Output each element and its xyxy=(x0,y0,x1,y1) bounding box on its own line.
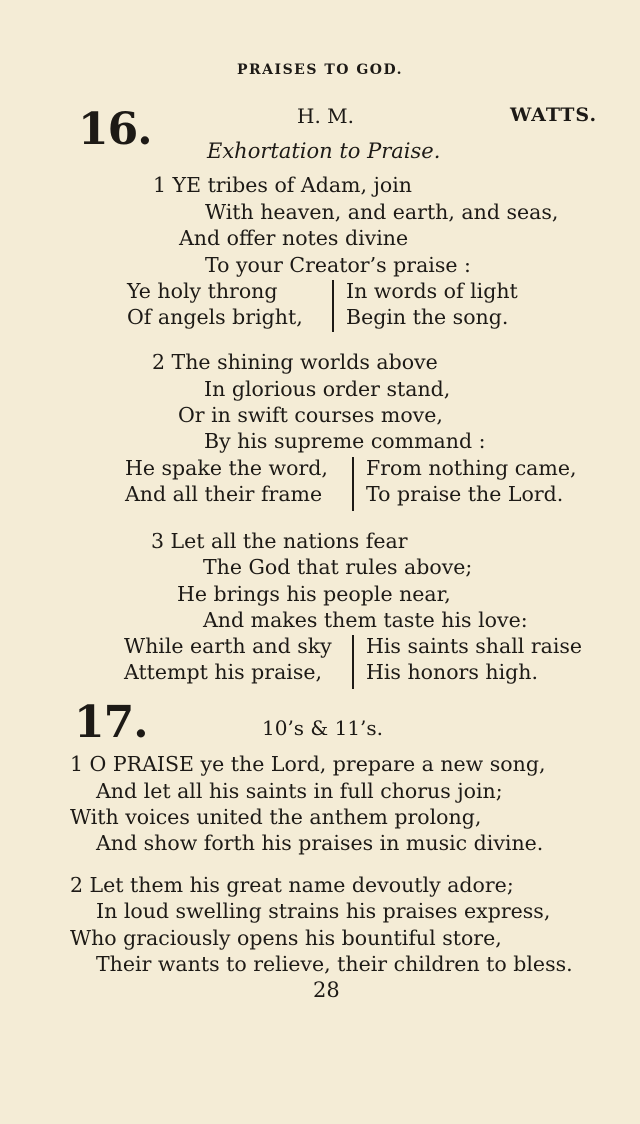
hymn-16-stanza-2-line-1: 2 The shining worlds above xyxy=(152,350,438,374)
hymn-16-stanza-3-line-1: 3 Let all the nations fear xyxy=(151,529,408,553)
hymn-16-stanza-2-line-2: In glorious order stand, xyxy=(204,377,451,401)
hymn-17-stanza-2-line-2: In loud swelling strains his praises express, xyxy=(96,899,551,923)
hymn-17-stanza-1-line-4: And show forth his praises in music divine. xyxy=(96,831,544,855)
hymn-16-title: Exhortation to Praise. xyxy=(207,139,441,163)
page-number: 28 xyxy=(313,978,340,1002)
hymn-16-stanza-3-left-2: Attempt his praise, xyxy=(124,660,323,684)
hymn-16-stanza-3-right-1: His saints shall raise xyxy=(366,634,583,658)
hymn-16-stanza-1-right-2: Begin the song. xyxy=(346,305,509,329)
hymn-16-stanza-1-left-2: Of angels bright, xyxy=(127,305,303,329)
hymn-16-stanza-2-right-1: From nothing came, xyxy=(366,456,577,480)
hymn-16-stanza-2-line-3: Or in swift courses move, xyxy=(178,403,443,427)
stanza-divider-bar xyxy=(352,635,354,689)
hymn-17-stanza-2-line-3: Who graciously opens his bountiful store, xyxy=(70,926,502,950)
running-header: PRAISES TO GOD. xyxy=(237,62,403,78)
hymn-17-meter: 10’s & 11’s. xyxy=(262,716,384,740)
hymn-16-number: 16. xyxy=(78,104,152,155)
hymn-16-stanza-1-line-2: With heaven, and earth, and seas, xyxy=(205,200,559,224)
hymn-16-stanza-3-line-4: And makes them taste his love: xyxy=(203,608,528,632)
hymn-16-stanza-3-left-1: While earth and sky xyxy=(124,634,332,658)
hymn-16-stanza-1-line-4: To your Creator’s praise : xyxy=(205,253,471,277)
hymn-16-stanza-3-line-3: He brings his people near, xyxy=(177,582,451,606)
hymn-16-stanza-1-line-1: 1 YE tribes of Adam, join xyxy=(153,173,412,197)
hymn-16-stanza-2-right-2: To praise the Lord. xyxy=(366,482,564,506)
hymn-16-stanza-2-line-4: By his supreme command : xyxy=(204,429,486,453)
hymn-17-stanza-2-line-4: Their wants to relieve, their children to bless. xyxy=(96,952,573,976)
hymn-17-stanza-1-line-3: With voices united the anthem prolong, xyxy=(70,805,482,829)
stanza-divider-bar xyxy=(352,457,354,511)
hymn-17-number: 17. xyxy=(74,697,148,748)
hymn-16-meter: H. M. xyxy=(297,104,354,128)
hymn-17-stanza-1-line-2: And let all his saints in full chorus join; xyxy=(96,779,503,803)
hymn-17-stanza-1-line-1: 1 O PRAISE ye the Lord, prepare a new song, xyxy=(70,752,546,776)
hymn-16-stanza-1-right-1: In words of light xyxy=(346,279,518,303)
hymn-16-stanza-1-line-3: And offer notes divine xyxy=(179,226,409,250)
hymn-16-author: WATTS. xyxy=(510,104,598,126)
hymn-16-stanza-2-left-1: He spake the word, xyxy=(125,456,328,480)
hymn-17-stanza-2-line-1: 2 Let them his great name devoutly adore; xyxy=(70,873,514,897)
hymn-16-stanza-2-left-2: And all their frame xyxy=(125,482,323,506)
hymn-16-stanza-1-left-1: Ye holy throng xyxy=(127,279,278,303)
hymn-16-stanza-3-line-2: The God that rules above; xyxy=(203,555,473,579)
hymn-16-stanza-3-right-2: His honors high. xyxy=(366,660,538,684)
stanza-divider-bar xyxy=(332,280,334,332)
